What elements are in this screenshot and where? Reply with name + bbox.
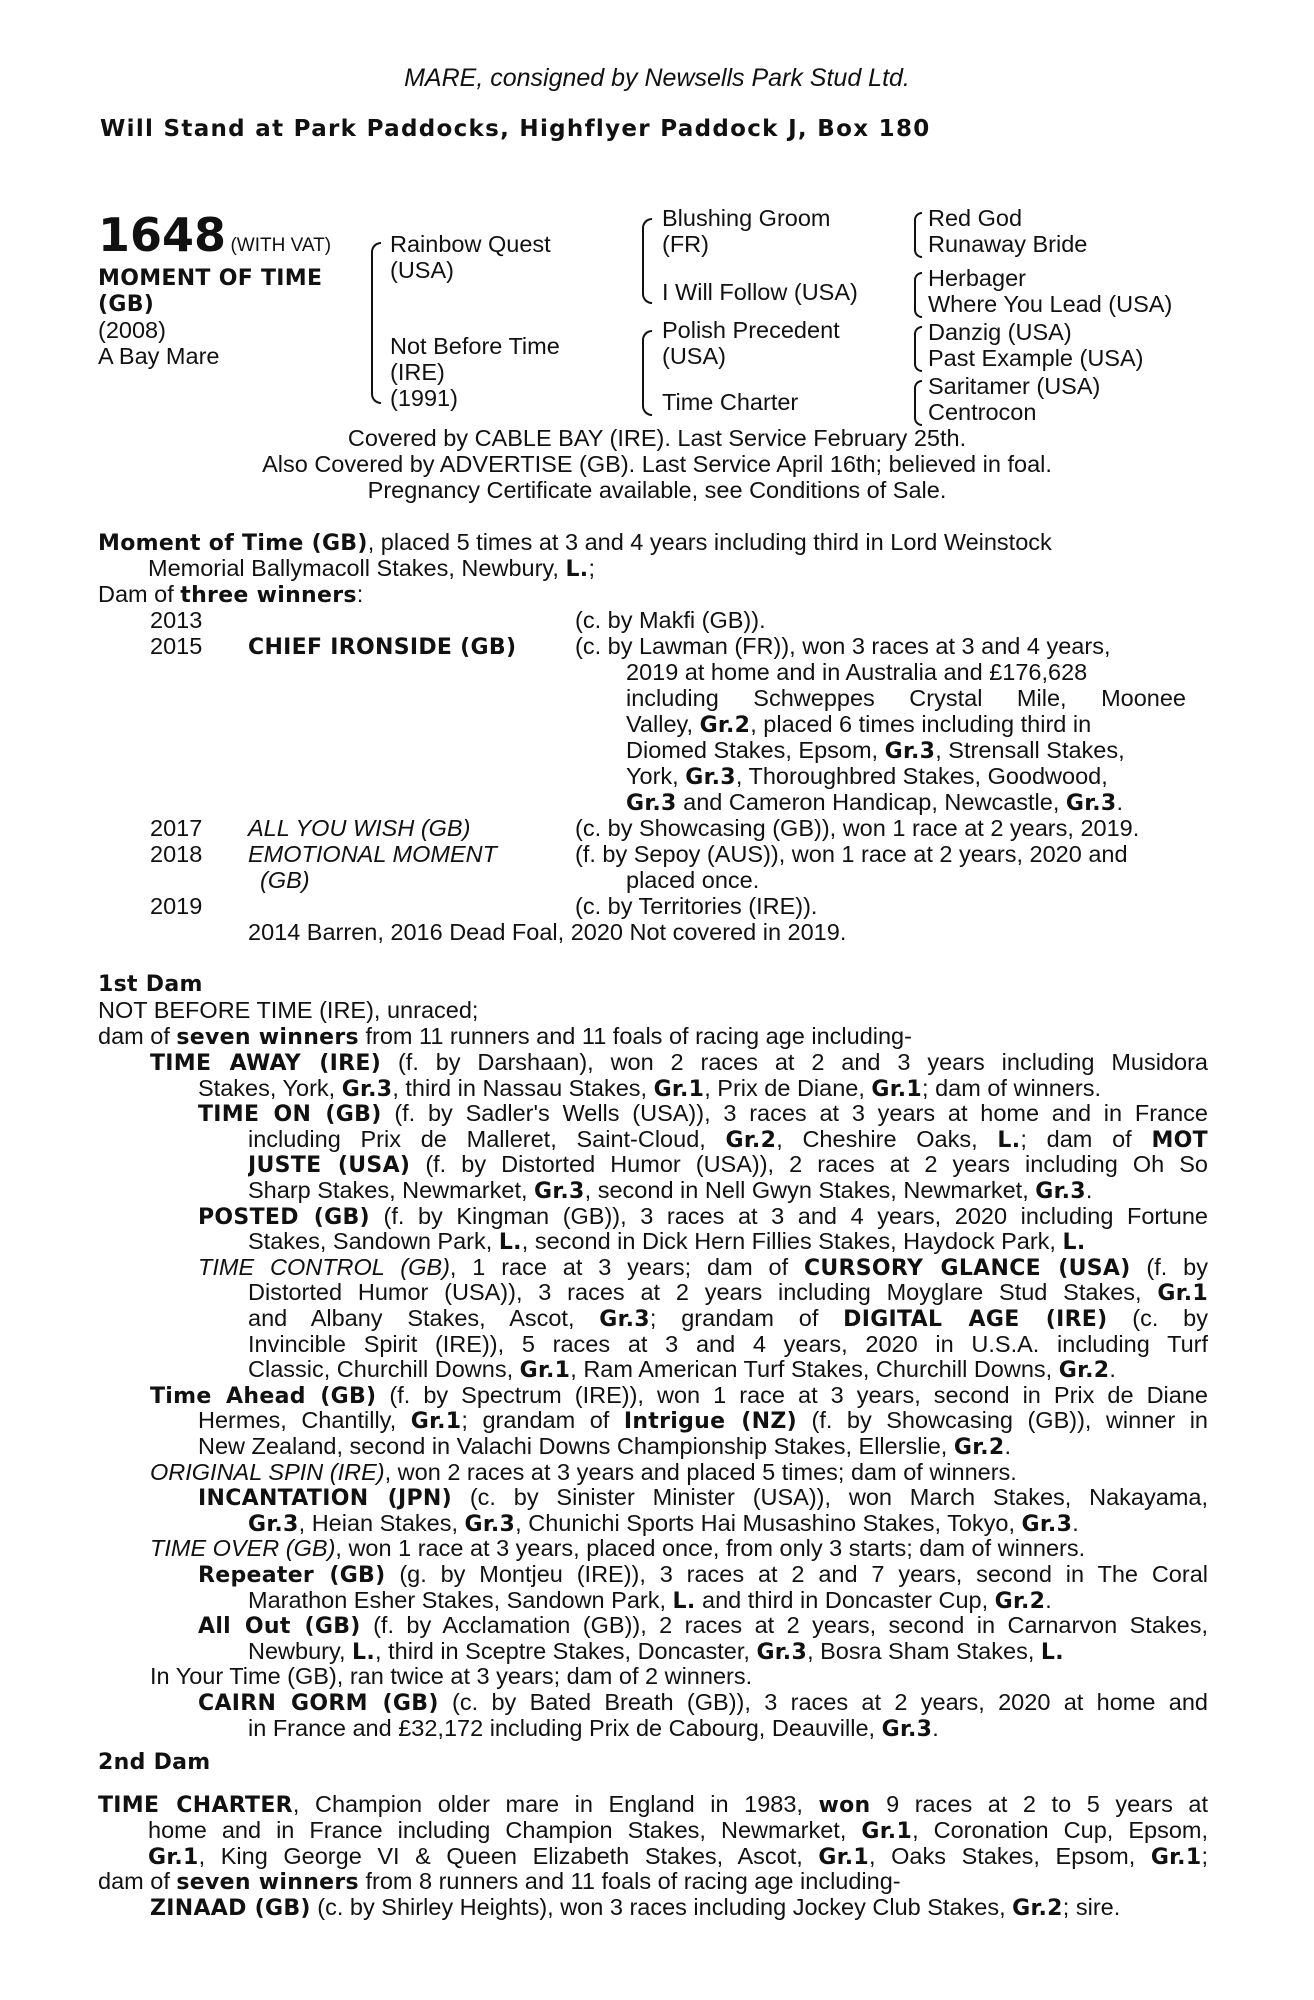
note-bold: MOT [1151,1127,1208,1152]
note-bold: L. [997,1127,1021,1152]
note-text: (c. by Shirley Heights), won 3 races including Jockey Club Stakes, [310,1893,1013,1920]
dam-of-winners: three winners [180,583,357,608]
note-bold: won [818,1793,871,1818]
note-text: in France and £32,172 including Prix de Cabourg, Deauville, [248,1714,882,1741]
note-bold: TIME ON (GB) [198,1102,382,1127]
progeny-detail: (f. by Sepoy (AUS)), won 1 race at 2 years, 2020 and [575,841,1128,867]
sire-dam: I Will Follow (USA) [662,279,858,305]
note-text: home and in France including Champion Stakes, Newmarket, [148,1818,862,1843]
note-line [198,1485,1208,1510]
gg-3: Herbager [928,265,1026,291]
note-line [248,1127,1208,1152]
first-dam-text-2: from 11 runners and 11 foals of racing age including- [358,1023,912,1049]
first-dam-heading: 1st Dam [98,972,203,997]
note-bold: TIME CHARTER [98,1793,293,1818]
note-bold: Gr.1 [148,1844,199,1869]
note-bold: Time Ahead (GB) [150,1383,377,1408]
pedigree-brace-g2 [914,272,922,318]
pedigree-brace-sire [642,218,652,304]
note-line [248,1588,1052,1614]
first-dam-text: dam of [98,1023,177,1049]
gg-7: Saritamer (USA) [928,373,1101,399]
gg-4: Where You Lead (USA) [928,291,1173,317]
horse-name: MOMENT OF TIME [98,266,323,291]
note-bold: seven winners [176,1870,359,1896]
note-text: , Prix de Diane, [704,1074,872,1101]
note-text: ; dam of [1020,1126,1152,1152]
progeny-year: 2019 [150,893,203,919]
first-dam-line-1: NOT BEFORE TIME (IRE), unraced; [98,997,479,1023]
pedigree-brace-g1 [914,212,922,258]
note-line [198,1690,1208,1715]
second-dam-heading: 2nd Dam [98,1750,211,1775]
note-text: ; sire. [1062,1893,1121,1920]
note-text: (f. by Kingman (GB)), 3 races at 3 and 4 years, 2020 including Fortune [369,1203,1208,1229]
note-italic: ORIGINAL SPIN (IRE) [150,1458,385,1485]
chief-text-7: York, [626,763,686,789]
note-line [150,1050,1208,1075]
note-bold: Gr.3 [534,1179,585,1204]
note-bold: L. [352,1639,376,1665]
gg-8: Centrocon [928,399,1037,425]
note-bold: L. [498,1230,522,1256]
progeny-detail: (c. by Makfi (GB)). [575,607,766,633]
chief-text-1: 2019 at home and in Australia and £176,628 [626,659,1088,685]
note-bold: L. [1040,1639,1064,1665]
note-bold: Gr.3 [341,1076,393,1102]
note-text: ; grandam of [649,1306,844,1331]
gg-6: Past Example (USA) [928,345,1144,371]
note-text: , third in Sceptre Stakes, Doncaster, [375,1637,757,1664]
sire-sire-origin: (FR) [662,231,709,257]
note-text: , Cheshire Oaks, [776,1126,998,1152]
note-line [198,1204,1208,1229]
note-text: . [1072,1509,1079,1536]
chief-text-10: . [1116,789,1124,815]
progeny-year: 2015 [150,633,203,659]
chief-text-5: Diomed Stakes, Epsom, [626,737,885,763]
note-text: , Ram American Turf Stakes, Churchill Downs, [570,1356,1059,1383]
location-line: Will Stand at Park Paddocks, Highflyer Paddock J, Box 180 [100,116,931,142]
progeny-name: EMOTIONAL MOMENT [248,841,497,867]
summary-text-1: , placed 5 times at 3 and 4 years including third in Lord Weinstock [367,529,1052,555]
progeny-name: ALL YOU WISH (GB) [248,815,471,841]
note-text: (f. by [1130,1254,1208,1280]
note-line [198,1613,1208,1638]
note-text: In Your Time (GB), ran twice at 3 years; dam of 2 winners. [150,1663,753,1690]
note-bold: L. [1062,1230,1086,1256]
note-line [150,1536,1085,1561]
dam-origin: (IRE) [390,359,445,385]
note-text: ; dam of winners. [922,1074,1101,1101]
note-text: New Zealand, second in Valachi Downs Championship Stakes, Ellerslie, [198,1433,954,1459]
note-text: (g. by Montjeu (IRE)), 3 races at 2 and 7 years, second in The Coral [385,1562,1208,1587]
note-line [248,1152,1208,1177]
note-line [248,1716,939,1742]
note-text: Classic, Churchill Downs, [248,1356,520,1383]
pedigree-brace-g3 [914,326,922,372]
note-text: Sharp Stakes, Newmarket, [248,1177,535,1203]
summary-line-1 [98,530,1208,556]
note-bold: Gr.2 [1012,1895,1063,1921]
note-bold: TIME AWAY (IRE) [150,1051,382,1075]
chief-text-3: Valley, [626,711,700,737]
note-text: , Chunichi Sports Hai Musashino Stakes, Tokyo, [515,1509,1022,1536]
note-text: (c. by Sinister Minister (USA)), won March Stakes, Nakayama, [452,1485,1208,1511]
note-text: Stakes, York, [198,1074,342,1101]
dam-of-colon: : [356,581,364,607]
note-text: and Albany Stakes, Ascot, [248,1306,600,1331]
sire-sire: Blushing Groom [662,205,831,231]
dam-name: Not Before Time [390,333,560,359]
dam-of-line [98,582,363,608]
note-bold: Gr.1 [653,1076,705,1102]
note-line [150,1664,752,1689]
note-text: . [1045,1586,1052,1613]
dam-of-text: Dam of [98,581,181,607]
chief-grade: Gr.3 [685,765,736,790]
note-line [248,1332,1208,1357]
note-bold: Gr.1 [871,1076,923,1102]
note-text: , second in Dick Hern Fillies Stakes, Haydock Park, [521,1228,1063,1255]
barren-line: 2014 Barren, 2016 Dead Foal, 2020 Not covered in 2019. [248,919,847,945]
note-line [248,1511,1079,1537]
chief-line [626,790,1123,816]
progeny-year: 2013 [150,607,203,633]
dam-year: (1991) [390,385,458,411]
chief-grade: Gr.3 [626,791,677,816]
note-text: , 1 race at 3 years; dam of [449,1254,804,1280]
note-bold: CURSORY GLANCE (USA) [803,1255,1131,1280]
chief-line [626,686,1186,711]
note-bold: Gr.1 [410,1409,462,1434]
note-text: ; [1201,1843,1208,1869]
note-line [248,1229,1085,1255]
note-italic: TIME OVER (GB) [150,1535,336,1562]
note-text: . [932,1714,939,1741]
note-bold: All Out (GB) [198,1614,361,1639]
note-bold: Gr.2 [725,1127,777,1152]
note-text: including Prix de Malleret, Saint-Cloud, [248,1126,726,1152]
note-italic: TIME CONTROL (GB) [198,1254,450,1280]
note-text: dam of [98,1868,177,1895]
note-text: 9 races at 2 to 5 years at [870,1792,1208,1818]
sire-origin: (USA) [390,257,454,283]
note-text: , Champion older mare in England in 1983, [292,1792,819,1818]
note-text: . [1085,1177,1093,1203]
lot-number-block [98,208,331,262]
note-line [198,1434,1011,1460]
chief-text-4: , placed 6 times including third in [750,711,1092,737]
lot-number: 1648 [98,208,227,262]
note-line [148,1844,1208,1869]
note-bold: Gr.3 [756,1639,808,1665]
note-bold: L. [672,1588,696,1614]
note-bold: Gr.3 [881,1716,933,1742]
first-dam-winners: seven winners [176,1025,359,1050]
note-bold: Gr.3 [464,1511,516,1537]
note-bold: Gr.3 [599,1307,650,1331]
summary-semicolon: ; [588,555,595,581]
note-line [98,1792,1208,1817]
note-line [248,1639,1064,1665]
note-line [248,1178,1092,1204]
note-bold: Gr.3 [1035,1179,1086,1204]
progeny-name: CHIEF IRONSIDE (GB) [248,635,517,660]
chief-text-6: , Strensall Stakes, [935,737,1125,763]
note-text: (f. by Showcasing (GB)), winner in [796,1408,1208,1434]
note-line [198,1255,1208,1280]
note-text: (f. by Distorted Humor (USA)), 2 races at 2 years including Oh So [410,1152,1208,1178]
note-bold: Gr.1 [1157,1281,1208,1306]
note-text: Hermes, Chantilly, [198,1408,411,1434]
dam-sire: Polish Precedent [662,317,840,343]
covered-line-2: Also Covered by ADVERTISE (GB). Last Service April 16th; believed in foal. [262,451,1052,477]
note-bold: Repeater (GB) [198,1563,386,1587]
note-text: Marathon Esher Stakes, Sandown Park, [248,1586,673,1613]
note-bold: Gr.2 [953,1435,1005,1460]
note-text: , won 1 race at 3 years, placed once, from only 3 starts; dam of winners. [335,1535,1086,1562]
note-line [98,1869,901,1895]
chief-text-8: , Thoroughbred Stakes, Goodwood, [735,763,1108,789]
note-bold: POSTED (GB) [198,1204,370,1229]
pedigree-brace-main [371,242,381,404]
dam-dam: Time Charter [662,389,799,415]
note-text: (c. by Bated Breath (GB)), 3 races at 2 years, 2020 at home and [438,1690,1208,1715]
note-text: , Bosra Sham Stakes, [807,1637,1041,1664]
pedigree-brace-dam [642,330,652,416]
note-text: Stakes, Sandown Park, [248,1228,499,1255]
note-bold: DIGITAL AGE (IRE) [843,1307,1108,1331]
note-line [150,1895,1120,1921]
progeny-year: 2018 [150,841,203,867]
note-text: , Coronation Cup, Epsom, [912,1818,1208,1843]
gg-5: Danzig (USA) [928,319,1072,345]
note-line [150,1383,1208,1408]
note-text: (f. by Sadler's Wells (USA)), 3 races at 3 years at home and in France [381,1101,1208,1127]
chief-grade: Gr.3 [884,739,936,764]
progeny-name-origin: (GB) [260,867,310,893]
chief-line [626,764,1186,790]
note-bold: Gr.1 [818,1844,870,1869]
sire-name: Rainbow Quest [390,231,551,257]
note-line [198,1101,1208,1126]
note-text: , won 2 races at 3 years and placed 5 times; dam of winners. [384,1458,1017,1485]
consignor-line: MARE, consigned by Newsells Park Stud Ltd. [404,64,910,92]
chief-line [626,738,1186,764]
note-bold: JUSTE (USA) [248,1153,411,1178]
note-line [198,1408,1208,1433]
note-line [198,1562,1208,1587]
horse-desc: A Bay Mare [98,343,220,369]
note-text: , Oaks Stakes, Epsom, [869,1843,1151,1869]
progeny-detail-2: placed once. [626,867,760,893]
note-line [148,1818,1208,1843]
note-text: ; grandam of [461,1408,624,1434]
gg-1: Red God [928,205,1023,231]
horse-year: (2008) [98,317,166,343]
note-line [248,1357,1116,1383]
progeny-year: 2017 [150,815,203,841]
covered-line-3: Pregnancy Certificate available, see Conditions of Sale. [367,477,947,503]
note-text: . [1004,1433,1012,1459]
note-text: . [1109,1356,1116,1383]
pedigree-brace-g4 [914,380,922,426]
note-bold: Gr.3 [248,1511,299,1537]
note-text: and third in Doncaster Cup, [695,1586,995,1613]
note-bold: Gr.2 [1058,1358,1110,1384]
note-text: (f. by Darshaan), won 2 races at 2 and 3 years including Musidora [381,1050,1208,1075]
chief-text-9: and Cameron Handicap, Newcastle, [676,789,1066,815]
note-text: , Heian Stakes, [298,1509,465,1536]
summary-horse-name: Moment of Time (GB) [98,531,368,556]
note-text: Invincible Spirit (IRE)), 5 races at 3 and 4 years, 2020 in U.S.A. including Turf [248,1331,1208,1357]
note-text: , second in Nell Gwyn Stakes, Newmarket, [584,1177,1036,1203]
note-text: (c. by [1107,1306,1208,1331]
summary-listed: L. [565,557,589,582]
note-bold: Gr.1 [519,1358,571,1384]
note-bold: INCANTATION (JPN) [198,1486,452,1511]
chief-grade: Gr.2 [699,713,751,738]
note-text: , third in Nassau Stakes, [392,1074,654,1101]
note-text: Distorted Humor (USA)), 3 races at 2 years including Moyglare Stud Stakes, [248,1280,1158,1306]
vat-label: (WITH VAT) [230,235,332,256]
note-bold: Gr.1 [861,1819,913,1843]
note-bold: Gr.2 [994,1588,1046,1614]
summary-line-2 [148,556,595,582]
progeny-detail: (c. by Lawman (FR)), won 3 races at 3 and 4 years, [575,633,1111,659]
note-line [248,1280,1208,1305]
covered-line-1: Covered by CABLE BAY (IRE). Last Service February 25th. [347,425,967,451]
dam-sire-origin: (USA) [662,343,726,369]
note-bold: Gr.3 [1021,1511,1073,1537]
chief-line [626,712,1186,738]
note-line [198,1076,1101,1102]
note-bold: CAIRN GORM (GB) [198,1691,439,1715]
note-bold: Gr.1 [1150,1844,1202,1869]
progeny-detail: (c. by Showcasing (GB)), won 1 race at 2 years, 2019. [575,815,1140,841]
note-line [248,1306,1208,1331]
note-bold: Intrigue (NZ) [623,1409,797,1434]
note-line [150,1460,1017,1485]
summary-text-2: Memorial Ballymacoll Stakes, Newbury, [148,555,566,581]
chief-grade: Gr.3 [1065,791,1117,816]
note-text: from 8 runners and 11 foals of racing age including- [358,1868,901,1895]
chief-line [626,660,1186,685]
first-dam-line-2 [98,1024,912,1050]
chief-text-2: including Schweppes Crystal Mile, Moonee [626,685,1186,711]
note-text: (f. by Spectrum (IRE)), won 1 race at 3 years, second in Prix de Diane [376,1382,1208,1408]
progeny-detail: (c. by Territories (IRE)). [575,893,818,919]
gg-2: Runaway Bride [928,231,1088,257]
horse-origin: (GB) [98,292,155,317]
note-text: , King George VI & Queen Elizabeth Stakes, Ascot, [198,1843,819,1869]
note-bold: ZINAAD (GB) [150,1895,311,1921]
note-text: Newbury, [248,1637,353,1664]
note-text: (f. by Acclamation (GB)), 2 races at 2 years, second in Carnarvon Stakes, [360,1613,1208,1639]
